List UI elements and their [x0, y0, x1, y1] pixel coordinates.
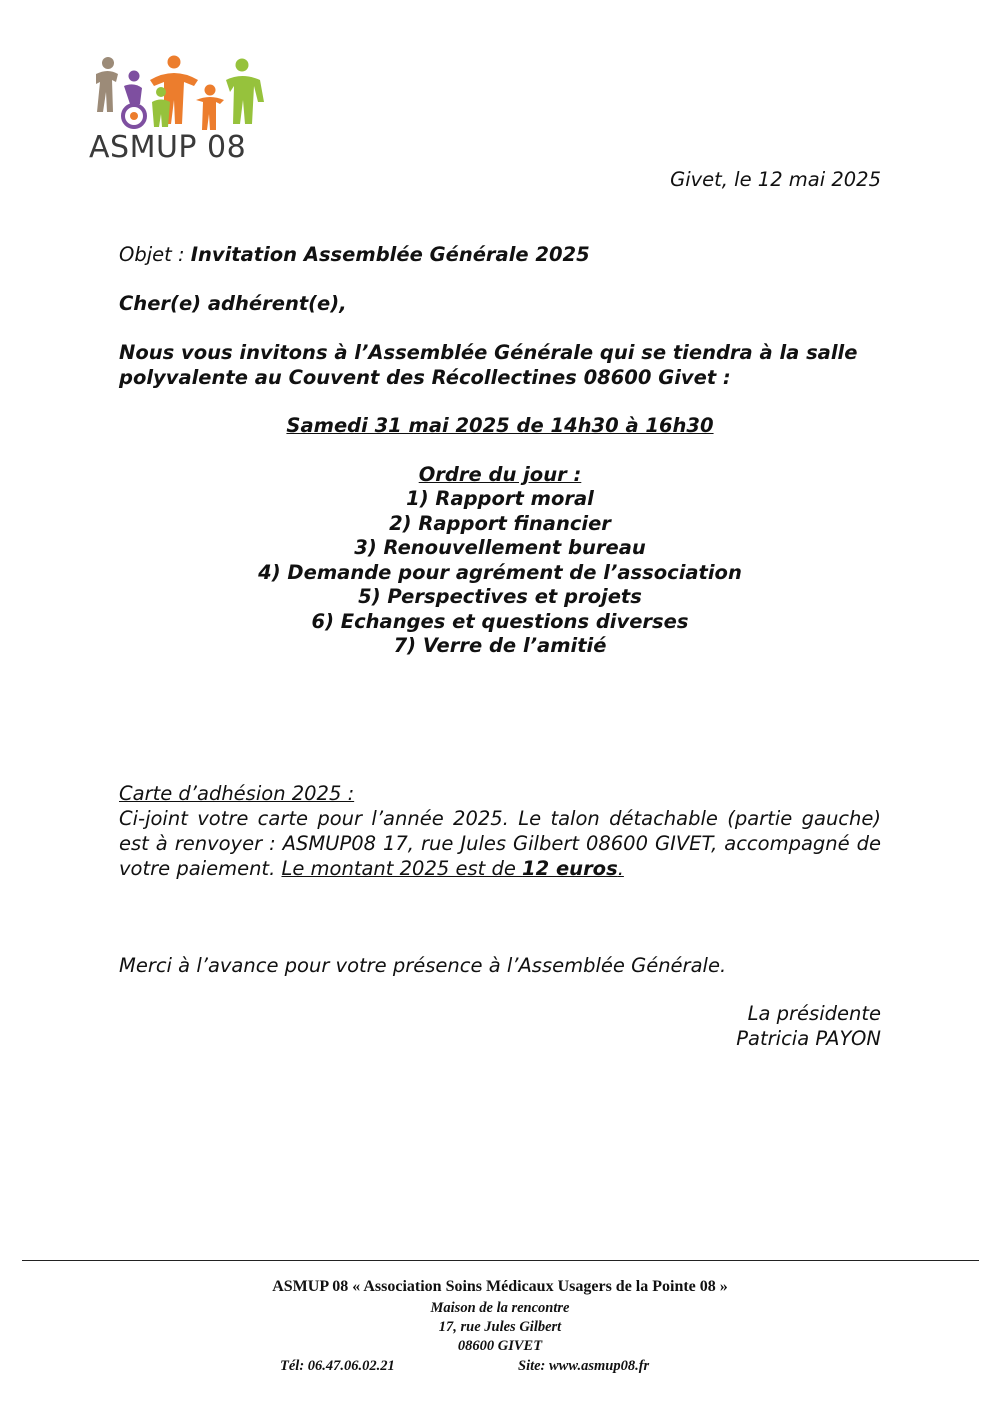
agenda-list — [119, 487, 881, 659]
footer-address-line2: 17, rue Jules Gilbert — [438, 1319, 562, 1335]
footer-phone: Tél: 06.47.06.02.21 — [280, 1358, 395, 1374]
subject-title: Invitation Assemblée Générale 2025 — [190, 243, 590, 266]
membership-heading: Carte d’adhésion 2025 : — [119, 782, 355, 805]
footer-address-line3: 08600 GIVET — [457, 1338, 543, 1354]
letter-date: Givet, le 12 mai 2025 — [670, 168, 881, 191]
membership-section — [119, 781, 881, 881]
agenda-item: 5) Perspectives et projets — [358, 585, 642, 608]
footer-address-line1: Maison de la rencontre — [430, 1300, 570, 1316]
signature — [119, 1001, 881, 1051]
asmup-logo — [86, 52, 268, 164]
family-figures-icon — [86, 52, 268, 134]
signature-role: La présidente — [747, 1002, 881, 1025]
agenda-item: 1) Rapport moral — [406, 487, 594, 510]
membership-text — [119, 806, 881, 881]
meeting-datetime: Samedi 31 mai 2025 de 14h30 à 16h30 — [286, 414, 714, 437]
agenda-item: 2) Rapport financier — [389, 511, 611, 535]
agenda-item: 6) Echanges et questions diverses — [311, 609, 689, 633]
agenda-item: 7) Verre de l’amitié — [393, 634, 607, 657]
membership-amount-line — [281, 857, 623, 880]
agenda-item: 4) Demande pour agrément de l’association — [258, 560, 742, 584]
thanks-text: Merci à l’avance pour votre présence à l’Assemblée Générale. — [119, 954, 727, 977]
membership-body: Ci-joint votre carte pour l’année 2025. Le talon détachable (partie gauche) est à renvoyer : ASMUP08 17, rue Jules Gilbert 08600 GIVET, accompagné de votre paiement. — [119, 807, 881, 880]
signature-name: Patricia PAYON — [736, 1027, 881, 1050]
footer-divider — [22, 1260, 979, 1261]
greeting: Cher(e) adhérent(e), — [119, 292, 347, 315]
footer-title: ASMUP 08 « Association Soins Médicaux Usagers de la Pointe 08 » — [272, 1278, 728, 1295]
footer-website: Site: www.asmup08.fr — [518, 1358, 650, 1374]
membership-amount: 12 euros — [522, 857, 618, 880]
invitation-text: Nous vous invitons à l’Assemblée Générale qui se tiendra à la salle polyvalente au Couvent des Récollectines 08600 Givet : — [119, 341, 858, 389]
agenda — [119, 462, 881, 659]
amount-prefix: Le montant 2025 est de — [281, 857, 523, 880]
subject-line — [119, 242, 881, 267]
agenda-title: Ordre du jour : — [418, 463, 582, 486]
agenda-item: 3) Renouvellement bureau — [354, 536, 646, 559]
amount-suffix: . — [617, 857, 624, 880]
subject-label: Objet : — [119, 243, 185, 266]
logo-text: ASMUP 08 — [89, 130, 247, 165]
